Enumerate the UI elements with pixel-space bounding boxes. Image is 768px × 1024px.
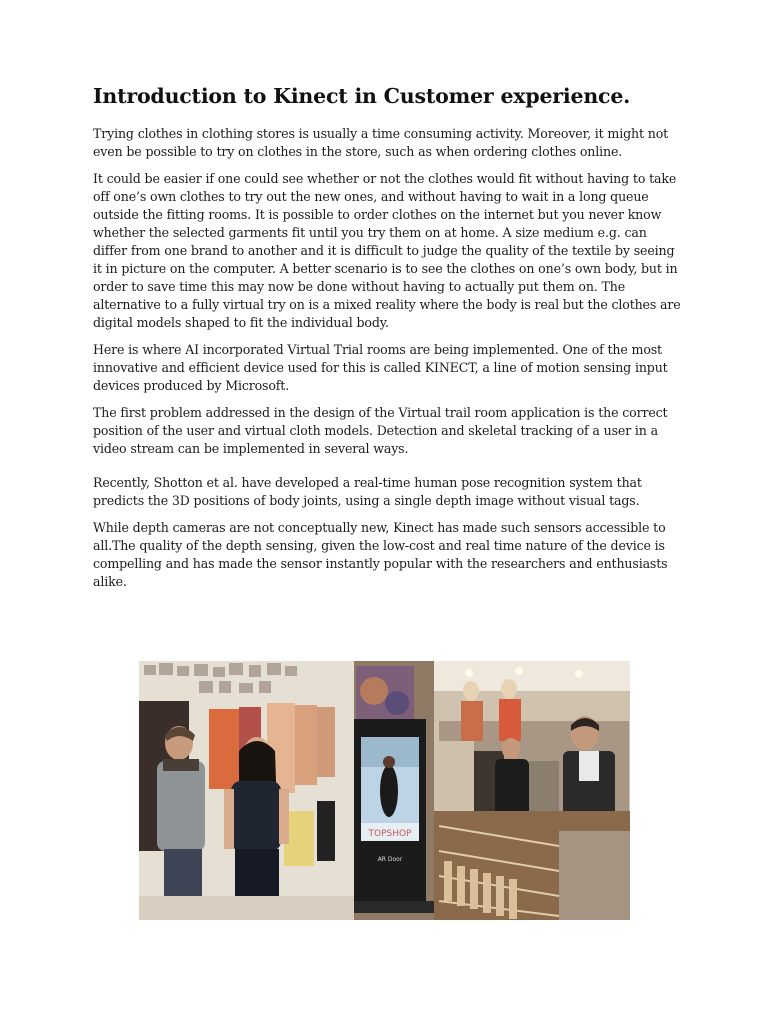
paragraph-6: While depth cameras are not conceptually new, Kinect has made such sensors accessible to all.The quality of the depth sensing, given the low-cost and real time nature of the device is compelling and has made the sensor instantly popular with the researchers and enthusiasts alike. bbox=[93, 520, 668, 589]
paragraph-2: It could be easier if one could see whether or not the clothes would fit without having to take off one’s own clothes to try out the new ones, and without having to wait in a long queue outside the fitting rooms. It is possible to order clothes on the internet but you never know whether the selected garments fit until you try them on at home. A size medium e.g. can differ from one brand to another and it is difficult to judge the quality of the textile by seeing it in picture on the computer. A better scenario is to see the clothes on one’s own body, but in order to save time this may now be done without having to actually put them on. The alternative to a fully virtual try on is a mixed reality where the body is real but the clothes are digital models shaped to fit the individual body. bbox=[93, 171, 681, 330]
store-photo-illustration bbox=[139, 661, 630, 920]
document-title: Introduction to Kinect in Customer experience. bbox=[93, 84, 631, 108]
document-page bbox=[93, 84, 683, 600]
kiosk-brand-text: TOPSHOP bbox=[368, 829, 412, 839]
paragraph-4: The first problem addressed in the design of the Virtual trail room application is the correct position of the user and virtual cloth models. Detection and skeletal tracking of a user in a video stream can be implemented in several ways. bbox=[93, 405, 668, 456]
kiosk-label-text: AR Door bbox=[377, 856, 403, 863]
store-photo bbox=[139, 661, 630, 920]
paragraph-5: Recently, Shotton et al. have developed a real-time human pose recognition system that predicts the 3D positions of body joints, using a single depth image without visual tags. bbox=[93, 475, 642, 508]
paragraph-1: Trying clothes in clothing stores is usually a time consuming activity. Moreover, it might not even be possible to try on clothes in the store, such as when ordering clothes online. bbox=[93, 126, 669, 159]
paragraph-3: Here is where AI incorporated Virtual Trial rooms are being implemented. One of the most innovative and efficient device used for this is called KINECT, a line of motion sensing input devices produced by Microsoft. bbox=[93, 342, 668, 393]
